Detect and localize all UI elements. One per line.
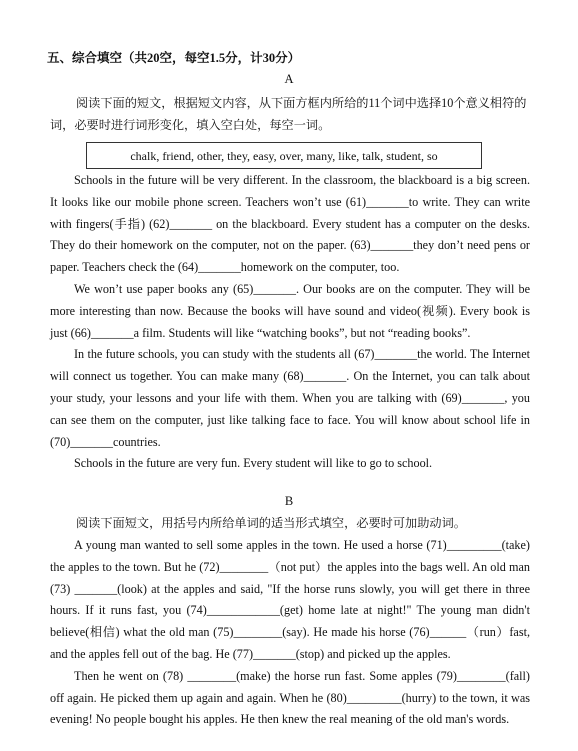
- part-a-instruction: 阅读下面的短文，根据短文内容，从下面方框内所给的11个词中选择10个意义相符的词，必要时进行词形变化，填入空白处，每空一词。: [50, 96, 527, 132]
- part-b-instruction: 阅读下面短文，用括号内所给单词的适当形式填空，必要时可加助动词。: [76, 516, 466, 530]
- part-b-paragraph-1: A young man wanted to sell some apples in the town. He used a horse (71)_________(take) the apples to the town. But he (72)________（not put）the apples into the bags well. An old man (73) _______(look) at the apples and said, "If the horse runs slowly, you will get there in three hours. If it runs fast, you (74)____________(get) home late at night!" The young man didn't believe(相信) what the old man (75)________(say). He made his horse (76)______（run）fast, and the apples fell out of the bag. He (77)_______(stop) and picked up the apples.: [50, 538, 530, 661]
- part-a-label: A: [284, 72, 294, 86]
- part-a-paragraph-4: Schools in the future are very fun. Every student will like to go to school.: [74, 456, 433, 471]
- part-a-passage: [50, 170, 530, 475]
- word-box: chalk, friend, other, they, easy, over, many, like, talk, student, so: [86, 142, 482, 169]
- part-a-paragraph-3: In the future schools, you can study with the students all (67)_______the world. The Internet will connect us together. You can make many (68)_______. On the Internet, you can talk about your study, your lessons and your life with them. When you are talking with (69)_______, you can see them on the computer, just like talking face to face. You will know about school life in (70)_______countries.: [50, 347, 530, 449]
- part-a-paragraph-1: Schools in the future will be very different. In the classroom, the blackboard is a big screen. It looks like our mobile phone screen. Teachers won’t use (61)_______to write. They can write with fingers(手指) (62)_______ on the blackboard. Every student has a computer on the desks. They do their homework on the computer, not on the paper. (63)_______they don’t need pens or paper. Teachers check the (64)_______homework on the computer, too.: [50, 173, 530, 275]
- part-b-passage: [50, 535, 530, 731]
- part-b-label: B: [284, 494, 294, 508]
- part-b-paragraph-2: Then he went on (78) ________(make) the horse run fast. Some apples (79)________(fall) off again. He picked them up again and again. When he (80)_________(hurry) to the town, it was evening! No people bought his apples. He then knew the real meaning of the old man's words.: [50, 668, 530, 727]
- part-a-paragraph-2: We won’t use paper books any (65)_______. Our books are on the computer. They will be more interesting than now. Because the books will have sound and video(视频). Every book is just (66)_______a film. Students will like “watching books”, but not “reading books”.: [50, 281, 530, 340]
- section-title: 五、综合填空（共20空，每空1.5分，计30分）: [47, 51, 301, 65]
